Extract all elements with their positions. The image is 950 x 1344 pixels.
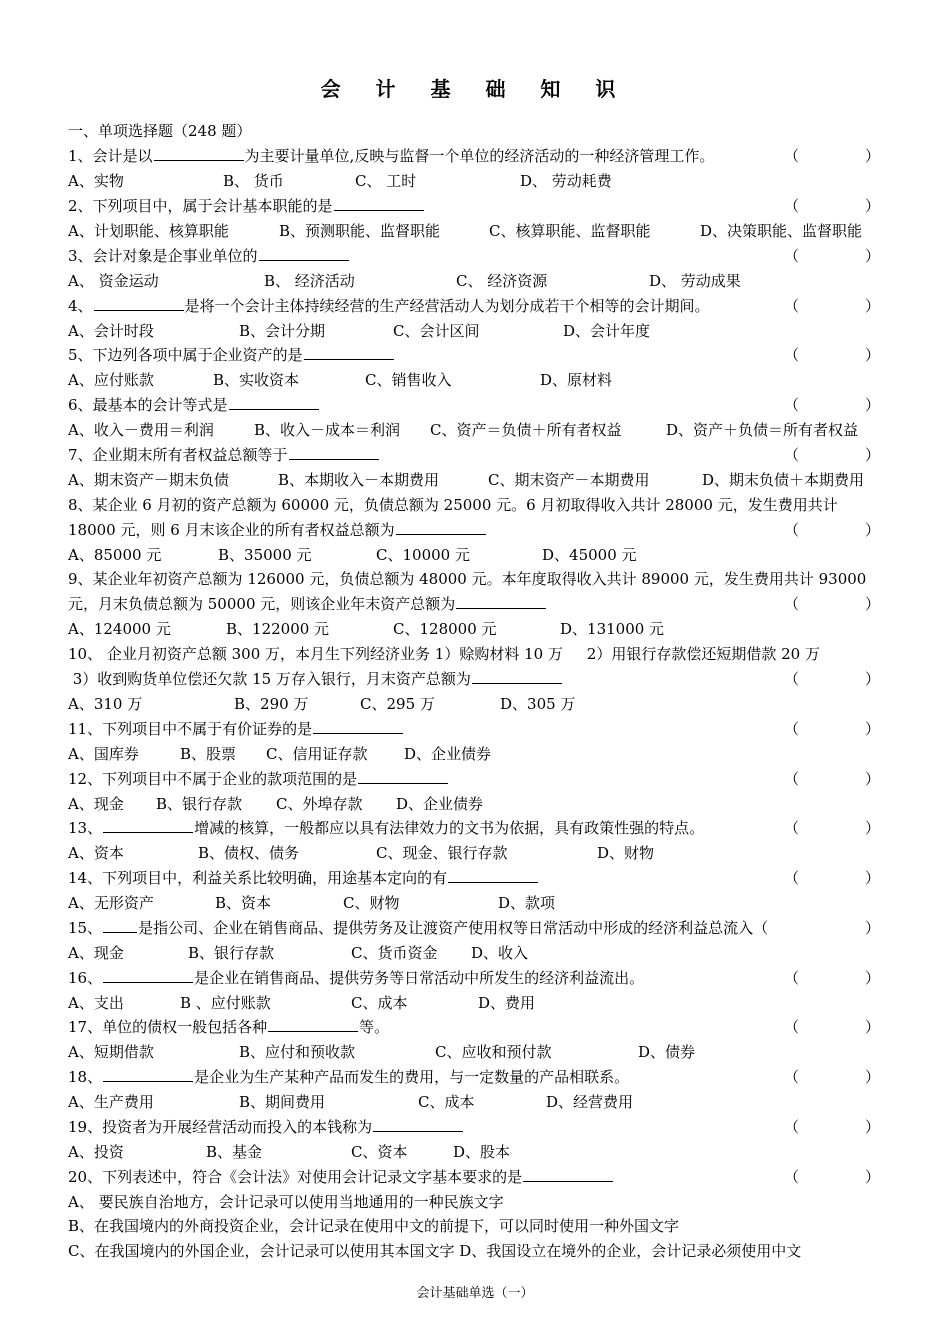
option-b: B、债权、债务 (198, 844, 300, 862)
answer-blank (103, 816, 193, 833)
question-5-stem: 5、下边列各项中属于企业资产的是 （ ） (68, 343, 880, 367)
option-d: D、305 万 (500, 695, 576, 713)
option-d: D、企业债券 (396, 795, 484, 813)
question-16-stem: 16、 是企业在销售商品、提供劳务等日常活动中所发生的经济利益流出。 （ ） (68, 966, 880, 990)
answer-blank (103, 916, 137, 933)
option-c: C、 工时 (355, 172, 417, 190)
option-c: C、外埠存款 (276, 795, 363, 813)
option-a: A、 资金运动 (68, 272, 159, 290)
option-c: C、信用证存款 (266, 745, 368, 763)
answer-blank (456, 592, 546, 609)
question-8-options (68, 543, 880, 567)
option-a: A、实物 (68, 172, 124, 190)
option-a: A、现金 (68, 944, 124, 962)
question-11-stem: 11、下列项目中不属于有价证券的是 （ ） (68, 717, 880, 741)
question-18-stem: 18、 是企业为生产某种产品而发生的费用，与一定数量的产品相联系。 （ ） (68, 1065, 880, 1089)
option-b: B、 货币 (223, 172, 284, 190)
option-b: B、 经济活动 (264, 272, 355, 290)
option-a: A、现金 (68, 795, 124, 813)
option-b: B、会计分期 (239, 322, 326, 340)
option-b: B、预测职能、监督职能 (279, 222, 441, 240)
page-footer: 会计基础单选（一） (416, 1286, 534, 1301)
question-15-stem: 15、 是指公司、企业在销售商品、提供劳务及让渡资产使用权等日常活动中形成的经济利益总流入（ ） (68, 916, 880, 940)
option-b: B、122000 元 (226, 620, 330, 638)
answer-blank (154, 144, 244, 161)
answer-blank (229, 393, 319, 410)
question-15-options (68, 941, 880, 965)
option-d: D、财物 (597, 844, 655, 862)
option-d: D、期末负债＋本期费用 (702, 471, 865, 489)
answer-blank (373, 1115, 463, 1132)
question-10-stem-line1: 10、 企业月初资产总额 300 万，本月生下列经济业务 1）赊购材料 10 万 2）用银行存款偿还短期借款 20 万 (68, 645, 820, 663)
question-8-stem-line1: 8、某企业 6 月初的资产总额为 60000 元，负债总额为 25000 元。6 月初取得收入共计 28000 元，发生费用共计 (68, 496, 838, 514)
option-d: D、股本 (453, 1143, 511, 1161)
option-a: A、投资 (68, 1143, 124, 1161)
question-2-options (68, 219, 880, 243)
option-d: D、决策职能、监督职能 (700, 222, 863, 240)
option-d: D、 劳动耗费 (520, 172, 612, 190)
question-17-options (68, 1040, 880, 1064)
answer-blank (523, 1165, 613, 1182)
answer-blank (313, 717, 403, 734)
option-d: D、经营费用 (546, 1093, 634, 1111)
answer-blank (103, 966, 193, 983)
question-3-stem: 3、会计对象是企事业单位的 （ ） (68, 244, 880, 268)
question-20-option-c-d: C、在我国境内的外国企业，会计记录可以使用其本国文字 D、我国设立在境外的企业，会计记录必须使用中文 (68, 1242, 802, 1260)
option-a: A、国库券 (68, 745, 139, 763)
option-a: A、收入－费用＝利润 (68, 421, 214, 439)
option-a: A、124000 元 (68, 620, 171, 638)
option-c: C、现金、银行存款 (376, 844, 508, 862)
question-12-options (68, 792, 880, 816)
option-b: B、290 万 (234, 695, 309, 713)
option-b: B、股票 (180, 745, 237, 763)
answer-blank (396, 518, 486, 535)
option-d: D、资产＋负债＝所有者权益 (666, 421, 859, 439)
option-a: A、310 万 (68, 695, 143, 713)
question-9-stem-line1: 9、某企业年初资产总额为 126000 元，负债总额为 48000 元。本年度取得收入共计 89000 元，发生费用共计 93000 (68, 570, 867, 588)
answer-blank (304, 343, 394, 360)
question-7-options (68, 468, 880, 492)
question-19-options (68, 1140, 880, 1164)
option-c: C、295 万 (360, 695, 435, 713)
question-10-options (68, 692, 880, 716)
question-6-options (68, 418, 880, 442)
question-10-stem: 3）收到购货单位偿还欠款 15 万存入银行，月末资产总额为 （ ） (68, 667, 880, 691)
option-a: A、85000 元 (68, 546, 162, 564)
option-b: B 、应付账款 (180, 994, 271, 1012)
option-d: D、会计年度 (563, 322, 651, 340)
option-d: D、收入 (471, 944, 529, 962)
option-a: A、支出 (68, 994, 124, 1012)
answer-blank (94, 294, 184, 311)
option-d: D、45000 元 (542, 546, 637, 564)
option-c: C、销售收入 (365, 371, 452, 389)
option-b: B、银行存款 (156, 795, 243, 813)
question-20-stem: 20、下列表述中，符合《会计法》对使用会计记录文字基本要求的是 （ ） (68, 1165, 880, 1189)
option-c: C、核算职能、监督职能 (489, 222, 651, 240)
option-d: D、企业债券 (404, 745, 492, 763)
question-7-stem: 7、企业期末所有者权益总额等于 （ ） (68, 443, 880, 467)
option-c: C、应收和预付款 (435, 1043, 552, 1061)
option-b: B、应付和预收款 (239, 1043, 356, 1061)
question-20-option-a: A、 要民族自治地方，会计记录可以使用当地通用的一种民族文字 (68, 1193, 504, 1211)
option-a: A、会计时段 (68, 322, 154, 340)
document-title: 会 计 基 础 知 识 (320, 77, 630, 101)
option-d: D、费用 (478, 994, 536, 1012)
question-19-stem: 19、投资者为开展经营活动而投入的本钱称为 （ ） (68, 1115, 880, 1139)
option-b: B、本期收入－本期费用 (278, 471, 440, 489)
option-b: B、资本 (215, 894, 272, 912)
question-3-options (68, 269, 880, 293)
question-1-options (68, 169, 880, 193)
question-9-options (68, 617, 880, 641)
option-c: C、货币资金 (351, 944, 438, 962)
option-d: D、131000 元 (560, 620, 665, 638)
option-d: D、债券 (638, 1043, 696, 1061)
answer-blank (472, 667, 562, 684)
question-20-option-b: B、在我国境内的外商投资企业，会计记录在使用中文的前提下，可以同时使用一种外国文字 (68, 1217, 680, 1235)
question-9-stem: 元，月末负债总额为 50000 元，则该企业年末资产总额为 （ ） (68, 592, 880, 616)
option-c: C、 经济资源 (456, 272, 548, 290)
question-2-stem: 2、下列项目中，属于会计基本职能的是 （ ） (68, 194, 880, 218)
question-13-options (68, 841, 880, 865)
option-b: B、银行存款 (188, 944, 275, 962)
answer-blank (358, 767, 448, 784)
option-c: C、10000 元 (376, 546, 470, 564)
option-c: C、资产＝负债＋所有者权益 (430, 421, 622, 439)
option-a: A、期末资产－期末负债 (68, 471, 229, 489)
option-a: A、无形资产 (68, 894, 154, 912)
answer-blank (268, 1015, 358, 1032)
option-d: D、款项 (498, 894, 556, 912)
option-c: C、成本 (418, 1093, 475, 1111)
option-b: B、基金 (206, 1143, 263, 1161)
answer-blank (103, 1065, 193, 1082)
question-17-stem: 17、单位的债权一般包括各种 等。 （ ） (68, 1015, 880, 1039)
question-14-stem: 14、下列项目中，利益关系比较明确，用途基本定向的有 （ ） (68, 866, 880, 890)
question-11-options (68, 742, 880, 766)
question-1-stem: 1、会计是以 为主要计量单位,反映与监督一个单位的经济活动的一种经济管理工作。 （ ） (68, 144, 880, 168)
option-a: A、资本 (68, 844, 124, 862)
question-13-stem: 13、 增减的核算，一般都应以具有法律效力的文书为依据，具有政策性强的特点。 （ ） (68, 816, 880, 840)
option-c: C、128000 元 (393, 620, 497, 638)
question-18-options (68, 1090, 880, 1114)
question-4-stem: 4、 是将一个会计主体持续经营的生产经营活动人为划分成若干个相等的会计期间。 （ ） (68, 294, 880, 318)
option-b: B、35000 元 (218, 546, 312, 564)
question-4-options (68, 319, 880, 343)
question-12-stem: 12、下列项目中不属于企业的款项范围的是 （ ） (68, 767, 880, 791)
option-c: C、成本 (351, 994, 408, 1012)
option-b: B、实收资本 (213, 371, 300, 389)
option-a: A、短期借款 (68, 1043, 154, 1061)
option-c: C、财物 (343, 894, 400, 912)
option-b: B、期间费用 (239, 1093, 326, 1111)
option-b: B、收入－成本＝利润 (254, 421, 401, 439)
option-a: A、应付账款 (68, 371, 154, 389)
question-8-stem: 18000 元，则 6 月末该企业的所有者权益总额为 （ ） (68, 518, 880, 542)
question-6-stem: 6、最基本的会计等式是 （ ） (68, 393, 880, 417)
question-14-options (68, 891, 880, 915)
option-a: A、生产费用 (68, 1093, 154, 1111)
answer-blank (334, 194, 424, 211)
question-5-options (68, 368, 880, 392)
option-c: C、期末资产－本期费用 (488, 471, 650, 489)
answer-blank (289, 443, 379, 460)
answer-blank (259, 244, 349, 261)
option-a: A、计划职能、核算职能 (68, 222, 229, 240)
question-16-options (68, 991, 880, 1015)
option-c: C、资本 (351, 1143, 408, 1161)
option-c: C、会计区间 (393, 322, 480, 340)
section-heading: 一、单项选择题（248 题） (68, 122, 252, 140)
option-d: D、原材料 (540, 371, 613, 389)
option-d: D、 劳动成果 (649, 272, 741, 290)
answer-blank (448, 866, 538, 883)
